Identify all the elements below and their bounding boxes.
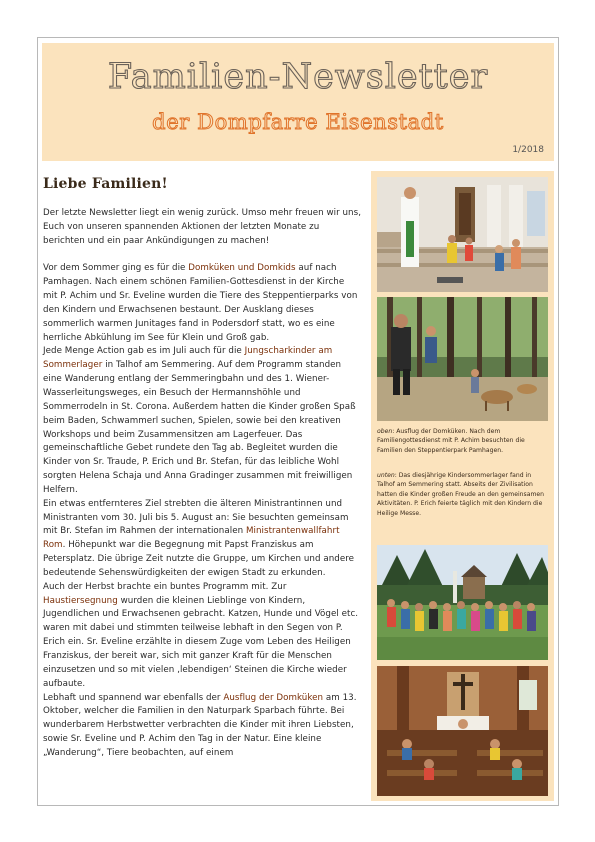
newsletter-subtitle: der Dompfarre Eisenstadt (152, 110, 444, 134)
paragraph-sparbach (43, 692, 361, 761)
caption-top (377, 427, 548, 455)
newsletter-title: Familien-Newsletter (107, 57, 489, 97)
caption-bottom-lead: unten (377, 472, 395, 479)
photo-church-service (377, 177, 548, 292)
paragraph-pamhagen (43, 262, 361, 345)
issue-number: 1/2018 (512, 145, 544, 155)
masthead (42, 43, 554, 161)
highlight-ausflug: Ausflug der Domküken (223, 692, 324, 703)
paragraph-haustiersegnung (43, 581, 361, 692)
text-segment: . Höhepunkt war die Begegnung mit Papst Franziskus am Petersplatz. Die übrige Zeit nutzte die Gruppe, um Kirchen und andere bedeutende Sehenswürdigkeiten der ewigen Stadt zu erkunden. (43, 540, 355, 578)
paragraph-rom (43, 498, 361, 581)
caption-bottom (377, 471, 548, 518)
deer-park-image (377, 297, 548, 421)
text-segment: Jede Menge Action gab es im Juli auch für die (43, 346, 245, 357)
text-segment: wurden die kleinen Lieblinge von Kindern, Jugendlichen und Erwachsenen gebracht. Katzen, Hunde und Vögel etc. waren mit dabei und stimmten teilweise lebhaft in den Segen von P. Erich ein. Sr. Eveline erzählte in diesem Zuge vom Leben des Heiligen Franziskus, der bereit war, sich mit ganzer Kraft für die Menschen einzusetzen und so mit vielen ‚lebendigen‘ Steinen die Kirche wieder aufbaute. (43, 595, 359, 689)
highlight-haustiersegnung: Haustiersegnung (43, 595, 118, 606)
chapel-mass-image (377, 666, 548, 796)
text-segment: am 13. Oktober, welcher die Familien in den Naturpark Sparbach führte. Bei wunderbarem Herbstwetter verbrachten die Kinder mit ihren Liebsten, sowie Sr. Eveline und P. Achim den Tag in der Natur. Eine kleine „Wanderung“, Tiere beobachten, auf einem (43, 692, 357, 758)
paragraph-sommerlager (43, 345, 361, 497)
text-segment: Lebhaft und spannend war ebenfalls der (43, 692, 224, 703)
intro-paragraph: Der letzte Newsletter liegt ein wenig zurück. Umso mehr freuen wir uns, Euch von unseren spannenden Aktionen der letzten Monate zu berichten und ein paar Ankündigungen zu machen! (43, 208, 362, 246)
text-segment: Auch der Herbst brachte ein buntes Programm mit. Zur (43, 581, 287, 592)
text-segment: in Talhof am Semmering. Auf dem Programm standen eine Wanderung entlang der Semmeringbahn und des 1. Wiener-Wasserleitungsweges, ein Besuch der Hermannshöhle und Sommerrodeln in St. Corona. Außerdem hatten die Kinder großen Spaß beim Baden, Schwammerl suchen, Spielen, sowie bei den kreativen Workshops und beim Zusammensitzen am Lagerfeuer. Das gemeinschaftliche Gebet rundete den Tag ab. Begleitet wurden die Kinder von Sr. Traude, P. Erich und Br. Stefan, für das leibliche Wohl sorgten Helena Schaja und Anna Gradinger zusammen mit freiwilligen Helfern. (43, 360, 356, 495)
article-column (43, 176, 361, 761)
highlight-rom: Ministrantenwallfahrt Rom (43, 526, 340, 551)
photo-camp-group (377, 545, 548, 660)
photo-deer-park (377, 297, 548, 421)
photo-chapel-mass (377, 666, 548, 796)
greeting-heading: Liebe Familien! (43, 176, 168, 192)
caption-top-lead: oben (377, 428, 393, 435)
camp-group-image (377, 545, 548, 660)
text-segment: Ein etwas entfernteres Ziel strebten die älteren Ministrantinnen und Ministranten vom 30. Juli bis 5. August an: Sie besuchten gemeinsam mit Br. Stefan im Rahmen der internationalen (43, 498, 349, 537)
highlight-domkueken: Domküken und Domkids (188, 263, 296, 274)
text-segment: Vor dem Sommer ging es für die (43, 263, 189, 274)
photo-sidebar (371, 171, 554, 801)
church-service-image (377, 177, 548, 292)
text-segment: auf nach Pamhagen. Nach einem schönen Familien-Gottesdienst in der Kirche mit P. Achim und Sr. Eveline wurden die Tiere des Steppentierparks von den Kindern und Erwachsenen bestaunt. Der Ausklang dieses sommerlich warmen Junitages fand in Podersdorf statt, wo es eine herrliche Abkühlung im See für Klein und Groß gab. (43, 263, 358, 343)
caption-bottom-text: : Das diesjährige Kindersommerlager fand in Talhof am Semmering statt. Abseits der Zivilisation hatten die Kinder großen Freude an den gemeinsamen Aktivitäten. P. Erich feierte täglich mit den Kindern die Heilige Messe. (377, 472, 544, 517)
caption-top-text: : Ausflug der Domküken. Nach dem Familiengottesdienst mit P. Achim besuchten die Familien den Steppentierpark Pamhagen. (377, 428, 525, 454)
highlight-sommerlager: Jungscharkinder am Sommerlager (43, 346, 333, 371)
